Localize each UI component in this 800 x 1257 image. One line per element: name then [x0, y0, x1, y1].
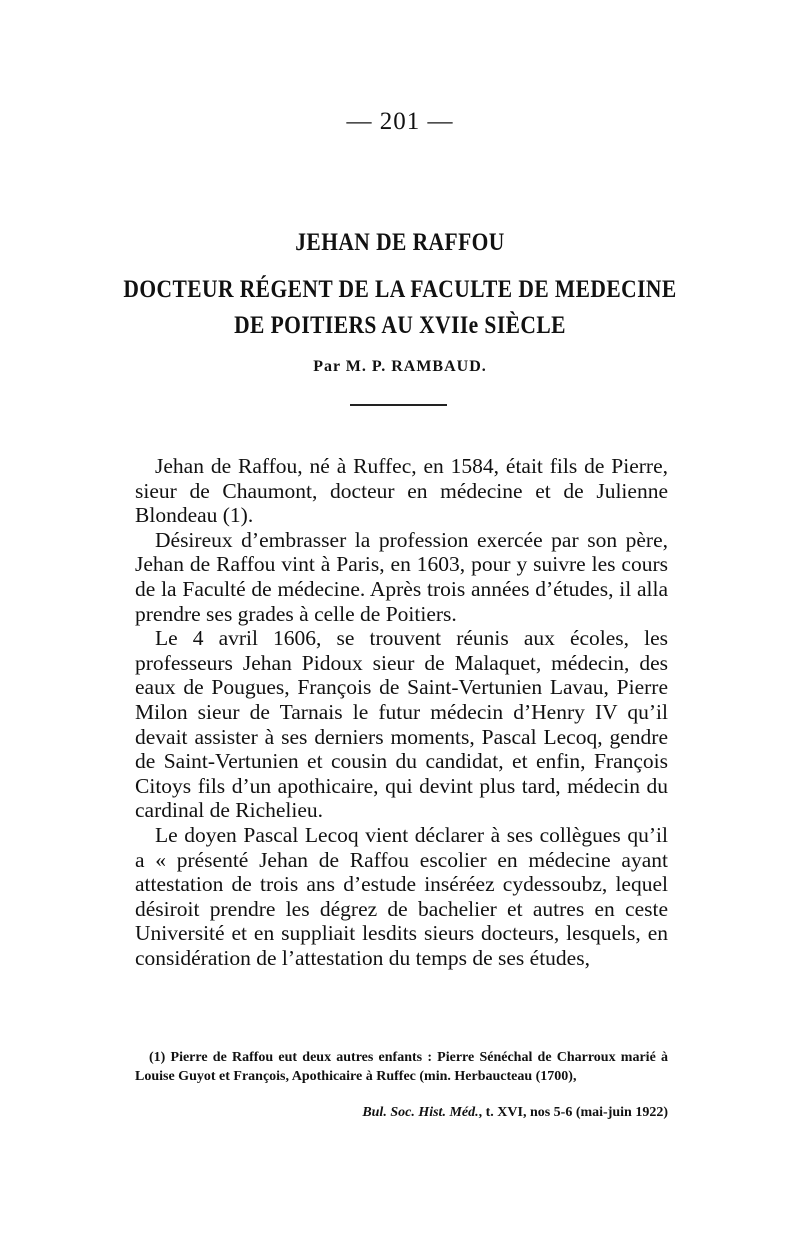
title-divider: [350, 404, 447, 406]
article-subtitle-line2: DE POITIERS AU XVIIe SIÈCLE: [234, 312, 566, 339]
author-byline: Par M. P. RAMBAUD.: [313, 358, 487, 375]
article-body: [135, 454, 668, 970]
article-subtitle-line1: DOCTEUR RÉGENT DE LA FACULTE DE MEDECINE: [123, 276, 677, 303]
footnote: (1) Pierre de Raffou eut deux autres enfants : Pierre Sénéchal de Charroux marié à Louise Guyot et François, Apothicaire à Ruffec (min. Herbaucteau (1700),: [135, 1050, 668, 1084]
footnotes: [135, 1048, 668, 1086]
paragraph: Le 4 avril 1606, se trouvent réunis aux écoles, les professeurs Jehan Pidoux sieur de Malaquet, médecin, des eaux de Pougues, François de Saint-Vertunien Lavau, Pierre Milon sieur de Tarnais le futur médecin d’Henry IV qu’il devait assister à ses derniers moments, Pascal Lecoq, gendre de Saint-Vertunien et cousin du candidat, et enfin, François Citoys fils d’un apothicaire, qui devint plus tard, médecin du cardinal de Richelieu.: [135, 626, 668, 823]
journal-abbrev: Bul. Soc. Hist. Méd.: [362, 1105, 479, 1120]
article-title: JEHAN DE RAFFOU: [295, 229, 505, 256]
journal-citation: [300, 1105, 668, 1121]
paragraph: Le doyen Pascal Lecoq vient déclarer à ses collègues qu’il a « présenté Jehan de Raffou escolier en médecine ayant attestation de trois ans d’estude inséréez cydessoubz, lequel désiroit prendre les dégrez de bachelier et autres en ceste Université et en suppliait lesdits sieurs docteurs, lesquels, en considération de l’attestation du temps de ses études,: [135, 822, 668, 970]
paragraph: Désireux d’embrasser la profession exercée par son père, Jehan de Raffou vint à Paris, en 1603, pour y suivre les cours de la Faculté de médecine. Après trois années d’études, il alla prendre ses grades à celle de Poitiers.: [135, 527, 668, 626]
journal-volume: , t. XVI, nos 5-6 (mai-juin 1922): [478, 1105, 668, 1120]
paragraph: Jehan de Raffou, né à Ruffec, en 1584, était fils de Pierre, sieur de Chaumont, docteur en médecine et de Julienne Blondeau (1).: [135, 454, 668, 528]
page-number: — 201 —: [346, 108, 454, 135]
